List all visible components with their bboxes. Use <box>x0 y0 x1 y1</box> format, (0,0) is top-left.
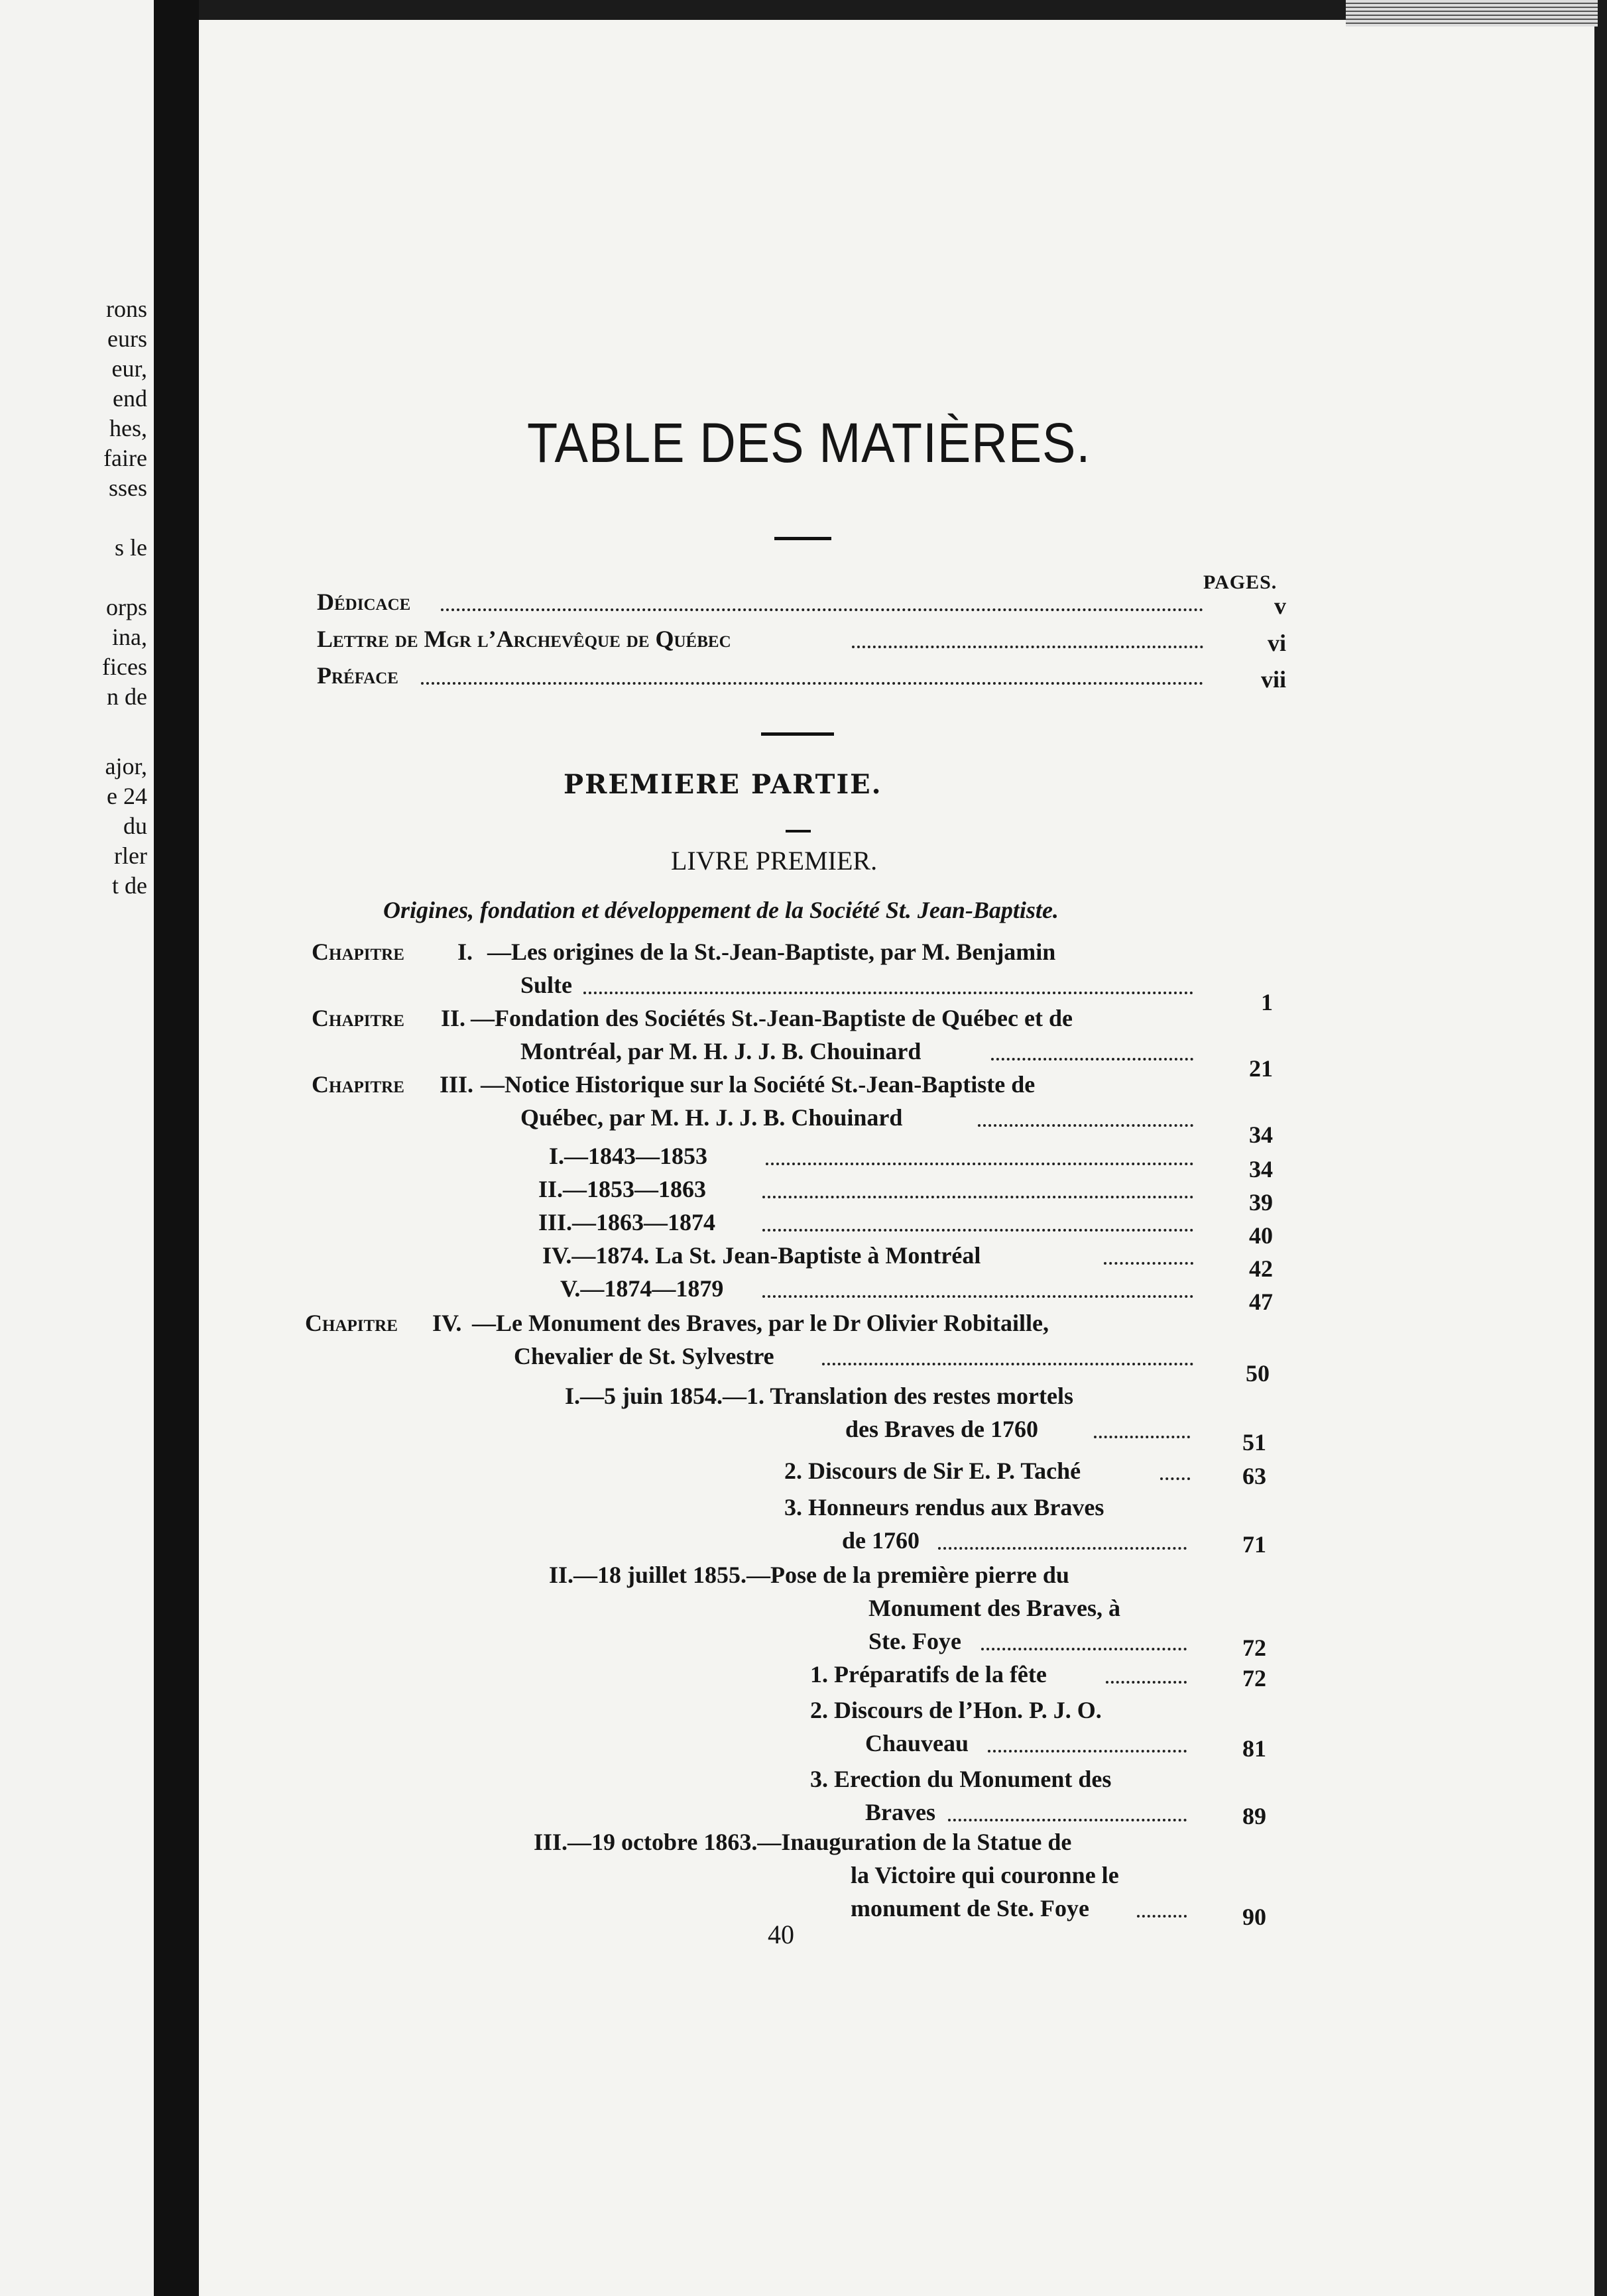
book-spine <box>154 0 199 2296</box>
page-title: TABLE DES MATIÈRES. <box>527 412 1091 474</box>
part-title: PREMIERE PARTIE. <box>564 769 882 800</box>
leader-dots <box>1094 1413 1190 1445</box>
chapter-numeral: I. <box>457 939 473 965</box>
section-page: 42 <box>1249 1255 1273 1282</box>
left-page-fragment: ajor, <box>105 753 147 779</box>
section-entry-cont: Chauveau <box>865 1730 969 1756</box>
section-page: 72 <box>1242 1665 1266 1692</box>
section-page: 51 <box>1242 1429 1266 1456</box>
section-rule <box>761 732 834 736</box>
section-entry: 2. Discours de Sir E. P. Taché <box>784 1458 1081 1484</box>
chapter-numeral: II. <box>441 1005 466 1031</box>
section-entry-cont: Ste. Foye <box>868 1628 961 1654</box>
left-page-fragment: s le <box>115 534 147 561</box>
chapter-page: 21 <box>1249 1055 1273 1082</box>
left-page-fragment: sses <box>108 475 147 501</box>
section-entry: II.—1853—1863 <box>538 1176 707 1202</box>
section-entry-cont: de 1760 <box>842 1527 920 1554</box>
pages-column-label: PAGES. <box>1203 571 1278 593</box>
left-page-fragment: orps <box>106 594 147 620</box>
section-entry: III.—1863—1874 <box>538 1209 716 1235</box>
section-page: 39 <box>1249 1189 1273 1216</box>
section-entry: 2. Discours de l’Hon. P. J. O. <box>810 1697 1102 1723</box>
left-page-fragment: eurs <box>107 325 147 352</box>
chapter-label: Chapitre <box>312 939 404 965</box>
section-entry: 3. Honneurs rendus aux Braves <box>784 1494 1104 1521</box>
chapter-title: —Notice Historique sur la Société St.-Jean-Baptiste de <box>481 1071 1036 1098</box>
page-number: 40 <box>768 1920 794 1949</box>
front-matter-page: vi <box>1267 630 1286 656</box>
section-page: 81 <box>1242 1735 1266 1762</box>
left-page-fragment: rler <box>114 842 147 869</box>
left-page-fragment: fices <box>102 654 147 680</box>
left-page-fragment: faire <box>103 445 147 471</box>
left-page-fragment: t de <box>112 872 147 899</box>
left-page-fragment: hes, <box>109 415 147 441</box>
chapter-label: Chapitre <box>312 1005 404 1031</box>
left-page-fragment: ina, <box>112 624 147 650</box>
leader-dots <box>762 1173 1193 1205</box>
chapter-label: Chapitre <box>312 1071 404 1098</box>
leader-dots <box>1106 1658 1187 1690</box>
section-page: 90 <box>1242 1904 1266 1930</box>
front-matter-preface: Préface <box>317 662 398 689</box>
section-page: 72 <box>1242 1635 1266 1661</box>
section-page: 63 <box>1242 1463 1266 1489</box>
front-matter-dedicace: Dédicace <box>317 589 411 615</box>
leader-dots <box>1137 1892 1187 1924</box>
leader-dots <box>948 1796 1187 1828</box>
section-entry: I.—5 juin 1854.—1. Translation des restes mortels <box>565 1383 1074 1409</box>
front-matter-page: v <box>1274 593 1286 619</box>
section-page: 40 <box>1249 1222 1273 1249</box>
chapter-title: —Le Monument des Braves, par le Dr Olivier Robitaille, <box>472 1310 1049 1336</box>
chapter-title-cont: Sulte <box>520 972 573 998</box>
section-entry: 3. Erection du Monument des <box>810 1766 1112 1792</box>
leader-dots <box>1160 1455 1190 1487</box>
chapter-title-cont: Québec, par M. H. J. J. B. Chouinard <box>520 1104 903 1131</box>
left-page-fragment: end <box>113 385 147 412</box>
chapter-page: 1 <box>1261 989 1273 1015</box>
leader-dots <box>766 1140 1193 1172</box>
title-rule <box>774 537 831 540</box>
leader-dots <box>421 660 1203 691</box>
left-page-fragment: e 24 <box>107 783 147 809</box>
leader-dots <box>938 1524 1187 1556</box>
section-page: 89 <box>1242 1803 1266 1829</box>
section-entry-cont: Braves <box>865 1799 935 1825</box>
front-matter-page: vii <box>1260 666 1286 693</box>
chapter-numeral: III. <box>440 1071 474 1098</box>
section-entry: III.—19 octobre 1863.—Inauguration de la Statue de <box>534 1829 1072 1855</box>
leader-dots <box>762 1206 1193 1238</box>
left-page <box>0 0 154 2296</box>
book-subtitle: Origines, fondation et développement de la Société St. Jean-Baptiste. <box>383 897 1059 923</box>
section-entry: I.—1843—1853 <box>549 1143 708 1169</box>
left-page-fragment: n de <box>107 683 147 710</box>
leader-dots <box>441 586 1203 618</box>
chapter-title-cont: Chevalier de St. Sylvestre <box>514 1343 774 1369</box>
front-matter-lettre: Lettre de Mgr l’Archevêque de Québec <box>317 626 731 652</box>
section-entry-cont: Monument des Braves, à <box>868 1595 1120 1621</box>
chapter-page: 50 <box>1246 1360 1270 1387</box>
left-page-fragment: eur, <box>111 355 147 382</box>
section-entry-cont: monument de Ste. Foye <box>851 1895 1089 1922</box>
section-entry: 1. Préparatifs de la fête <box>810 1661 1047 1688</box>
left-page-fragment: du <box>123 813 147 839</box>
leader-dots <box>978 1102 1193 1133</box>
leader-dots <box>852 623 1203 655</box>
chapter-title-cont: Montréal, par M. H. J. J. B. Chouinard <box>520 1038 922 1064</box>
leader-dots <box>762 1273 1193 1304</box>
section-entry: IV.—1874. La St. Jean-Baptiste à Montréal <box>542 1242 981 1269</box>
section-page: 71 <box>1242 1531 1266 1558</box>
chapter-title: —Fondation des Sociétés St.-Jean-Baptiste de Québec et de <box>471 1005 1073 1031</box>
left-page-text <box>0 0 147 2296</box>
section-entry-cont: des Braves de 1760 <box>845 1416 1038 1442</box>
chapter-title: —Les origines de la St.-Jean-Baptiste, par M. Benjamin <box>487 939 1056 965</box>
section-entry-cont: la Victoire qui couronne le <box>851 1862 1119 1888</box>
book-title: LIVRE PREMIER. <box>671 846 878 876</box>
chapter-numeral: IV. <box>432 1310 462 1336</box>
section-entry: II.—18 juillet 1855.—Pose de la première pierre du <box>549 1562 1069 1588</box>
page-stack-edge <box>1346 0 1598 27</box>
leader-dots <box>991 1035 1193 1067</box>
chapter-label: Chapitre <box>305 1310 398 1336</box>
left-page-fragment: rons <box>106 296 147 322</box>
section-entry: V.—1874—1879 <box>560 1275 724 1302</box>
leader-dots <box>822 1340 1193 1372</box>
leader-dots <box>981 1625 1187 1657</box>
leader-dots <box>1104 1239 1193 1271</box>
chapter-page: 34 <box>1249 1121 1273 1148</box>
section-page: 47 <box>1249 1289 1273 1315</box>
part-rule <box>786 830 811 832</box>
leader-dots <box>583 969 1193 1001</box>
section-page: 34 <box>1249 1156 1273 1182</box>
leader-dots <box>988 1727 1187 1759</box>
